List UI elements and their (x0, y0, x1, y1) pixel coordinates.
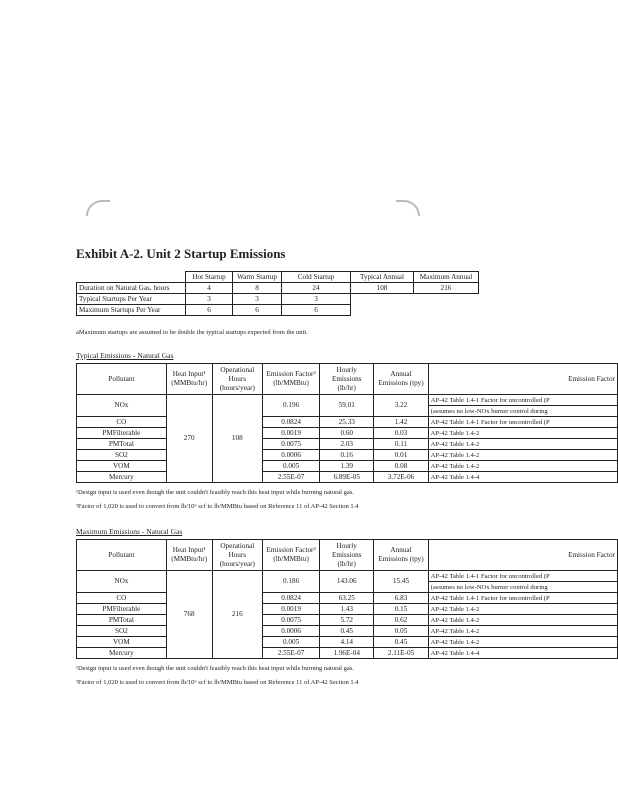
annual-cell: 6.83 (374, 593, 428, 604)
annual-cell: 3.22 (374, 395, 428, 417)
reference-cell: AP-42 Table 1.4-2 (428, 637, 617, 648)
emission-row (77, 417, 618, 428)
startup-row-label: Maximum Startups Per Year (77, 305, 186, 316)
pollutant-cell: PMTotal (77, 439, 167, 450)
startup-row (77, 294, 479, 305)
header-emission-factor: Emission Factor² (lb/MMBtu) (263, 540, 320, 571)
typical-table-clip (70, 363, 618, 483)
emission-row (77, 428, 618, 439)
pollutant-cell: NOx (77, 571, 167, 593)
factor-cell: 0.186 (263, 571, 320, 593)
header-heat-input: Heat Input¹ (MMBtu/hr) (166, 540, 212, 571)
header-emission-factor: Emission Factor² (lb/MMBtu) (263, 364, 320, 395)
startup-row-label: Duration on Natural Gas, hours (77, 283, 186, 294)
reference-cell: AP-42 Table 1.4-2 (428, 626, 617, 637)
factor-cell: 0.005 (263, 637, 320, 648)
maximum-emissions-table (76, 539, 618, 659)
pollutant-cell: VOM (77, 461, 167, 472)
hourly-cell: 25.33 (320, 417, 374, 428)
pollutant-cell: CO (77, 417, 167, 428)
reference-cell: AP-42 Table 1.4-4 (428, 648, 617, 659)
annual-cell: 0.05 (374, 626, 428, 637)
header-pollutant: Pollutant (77, 364, 167, 395)
header-operational-hours: Operational Hours (hours/year) (212, 540, 263, 571)
pollutant-cell: CO (77, 593, 167, 604)
startup-cell: 6 (233, 305, 282, 316)
factor-cell: 0.0075 (263, 615, 320, 626)
startup-footnote: aMaximum startups are assumed to be double the typical startups expected from the unit. (76, 329, 308, 336)
factor-cell: 0.196 (263, 395, 320, 417)
scan-corner-mark-right (396, 200, 420, 216)
factor-cell: 0.0019 (263, 428, 320, 439)
startup-row-label: Typical Startups Per Year (77, 294, 186, 305)
pollutant-cell: NOx (77, 395, 167, 417)
maximum-footnote-2: ²Factor of 1,020 is used to convert from lb/10⁶ scf to lb/MMBtu based on Reference 11 of AP-42 Section 1.4 (76, 679, 359, 686)
maximum-heading: Maximum Emissions - Natural Gas (76, 527, 183, 536)
annual-cell: 0.01 (374, 450, 428, 461)
hourly-cell: 6.89E-05 (320, 472, 374, 483)
startup-cell: 6 (186, 305, 233, 316)
factor-cell: 0.0006 (263, 450, 320, 461)
startup-empty-cell (351, 294, 414, 305)
reference-cell: AP-42 Table 1.4-2 (428, 439, 617, 450)
emission-row (77, 593, 618, 604)
reference-cell: AP-42 Table 1.4-2 (428, 428, 617, 439)
reference-cell: (assumes no low-NOx burner control during (428, 406, 617, 417)
emission-row (77, 648, 618, 659)
hourly-cell: 0.60 (320, 428, 374, 439)
scan-corner-mark-left (86, 200, 110, 216)
pollutant-cell: PMFilterable (77, 428, 167, 439)
header-annual-emissions: Annual Emissions (tpy) (374, 364, 428, 395)
startup-cell: 3 (186, 294, 233, 305)
startup-cell: 4 (186, 283, 233, 294)
header-emission-factor-ref: Emission Factor (428, 540, 617, 571)
annual-cell: 0.62 (374, 615, 428, 626)
annual-cell: 0.08 (374, 461, 428, 472)
startup-cell: 108 (351, 283, 414, 294)
emission-row (77, 461, 618, 472)
operational-hours-cell: 108 (212, 395, 263, 483)
hourly-cell: 1.39 (320, 461, 374, 472)
header-annual-emissions: Annual Emissions (tpy) (374, 540, 428, 571)
annual-cell: 1.42 (374, 417, 428, 428)
startup-header-row (77, 272, 479, 283)
reference-cell: AP-42 Table 1.4-1 Factor for uncontrolled (P (428, 593, 617, 604)
startup-col-header: Warm Startup (233, 272, 282, 283)
factor-cell: 0.0075 (263, 439, 320, 450)
maximum-footnote-1: ¹Design input is used even though the unit couldn't feasibly reach this heat input while burning natural gas. (76, 665, 354, 672)
startup-cell: 216 (414, 283, 479, 294)
startup-row (77, 283, 479, 294)
startup-empty-cell (414, 305, 479, 316)
pollutant-cell: Mercury (77, 648, 167, 659)
startup-header-blank (77, 272, 186, 283)
annual-cell: 3.72E-06 (374, 472, 428, 483)
typical-body (77, 395, 618, 483)
startup-table (76, 271, 479, 316)
typical-header-row (77, 364, 618, 395)
typical-emissions-table (76, 363, 618, 483)
reference-cell: AP-42 Table 1.4-2 (428, 461, 617, 472)
annual-cell: 0.15 (374, 604, 428, 615)
operational-hours-cell: 216 (212, 571, 263, 659)
pollutant-cell: VOM (77, 637, 167, 648)
reference-cell: AP-42 Table 1.4-2 (428, 450, 617, 461)
hourly-cell: 0.16 (320, 450, 374, 461)
hourly-cell: 0.45 (320, 626, 374, 637)
factor-cell: 0.005 (263, 461, 320, 472)
startup-empty-cell (414, 294, 479, 305)
emission-row (77, 571, 618, 582)
emission-row (77, 615, 618, 626)
reference-cell: AP-42 Table 1.4-1 Factor for uncontrolled (P (428, 417, 617, 428)
startup-col-header: Typical Annual (351, 272, 414, 283)
emission-row (77, 626, 618, 637)
startup-empty-cell (351, 305, 414, 316)
header-operational-hours: Operational Hours (hours/year) (212, 364, 263, 395)
reference-cell: (assumes no low-NOx burner control during (428, 582, 617, 593)
pollutant-cell: Mercury (77, 472, 167, 483)
startup-col-header: Maximum Annual (414, 272, 479, 283)
hourly-cell: 143.06 (320, 571, 374, 593)
typical-footnote-1: ¹Design input is used even though the unit couldn't feasibly reach this heat input while burning natural gas. (76, 489, 354, 496)
reference-cell: AP-42 Table 1.4-4 (428, 472, 617, 483)
startup-col-header: Hot Startup (186, 272, 233, 283)
emission-row (77, 439, 618, 450)
heat-input-cell: 270 (166, 395, 212, 483)
reference-cell: AP-42 Table 1.4-1 Factor for uncontrolled (P (428, 571, 617, 582)
hourly-cell: 1.96E-04 (320, 648, 374, 659)
pollutant-cell: PMFilterable (77, 604, 167, 615)
startup-cell: 8 (233, 283, 282, 294)
header-hourly-emissions: Hourly Emissions (lb/hr) (320, 364, 374, 395)
reference-cell: AP-42 Table 1.4-2 (428, 604, 617, 615)
emission-row (77, 395, 618, 406)
typical-footnote-2: ²Factor of 1,020 is used to convert from lb/10⁶ scf to lb/MMBtu based on Reference 11 of AP-42 Section 1.4 (76, 503, 359, 510)
factor-cell: 2.55E-07 (263, 472, 320, 483)
factor-cell: 0.0824 (263, 593, 320, 604)
heat-input-cell: 768 (166, 571, 212, 659)
factor-cell: 2.55E-07 (263, 648, 320, 659)
startup-cell: 3 (282, 294, 351, 305)
factor-cell: 0.0006 (263, 626, 320, 637)
hourly-cell: 5.72 (320, 615, 374, 626)
annual-cell: 15.45 (374, 571, 428, 593)
reference-cell: AP-42 Table 1.4-1 Factor for uncontrolled (P (428, 395, 617, 406)
hourly-cell: 4.14 (320, 637, 374, 648)
emission-row (77, 637, 618, 648)
header-heat-input: Heat Input¹ (MMBtu/hr) (166, 364, 212, 395)
startup-cell: 6 (282, 305, 351, 316)
hourly-cell: 1.43 (320, 604, 374, 615)
emission-row (77, 472, 618, 483)
annual-cell: 0.45 (374, 637, 428, 648)
annual-cell: 2.11E-05 (374, 648, 428, 659)
exhibit-title: Exhibit A-2. Unit 2 Startup Emissions (76, 246, 286, 261)
pollutant-cell: SO2 (77, 450, 167, 461)
startup-cell: 3 (233, 294, 282, 305)
startup-row (77, 305, 479, 316)
factor-cell: 0.0019 (263, 604, 320, 615)
annual-cell: 0.03 (374, 428, 428, 439)
hourly-cell: 63.25 (320, 593, 374, 604)
reference-cell: AP-42 Table 1.4-2 (428, 615, 617, 626)
emission-row (77, 604, 618, 615)
header-hourly-emissions: Hourly Emissions (lb/hr) (320, 540, 374, 571)
annual-cell: 0.11 (374, 439, 428, 450)
header-emission-factor-ref: Emission Factor (428, 364, 617, 395)
emission-row (77, 450, 618, 461)
maximum-header-row (77, 540, 618, 571)
factor-cell: 0.0824 (263, 417, 320, 428)
hourly-cell: 2.03 (320, 439, 374, 450)
pollutant-cell: SO2 (77, 626, 167, 637)
header-pollutant: Pollutant (77, 540, 167, 571)
hourly-cell: 59.01 (320, 395, 374, 417)
maximum-body (77, 571, 618, 659)
pollutant-cell: PMTotal (77, 615, 167, 626)
typical-heading: Typical Emissions - Natural Gas (76, 351, 174, 360)
startup-col-header: Cold Startup (282, 272, 351, 283)
maximum-table-clip (70, 539, 618, 659)
startup-cell: 24 (282, 283, 351, 294)
